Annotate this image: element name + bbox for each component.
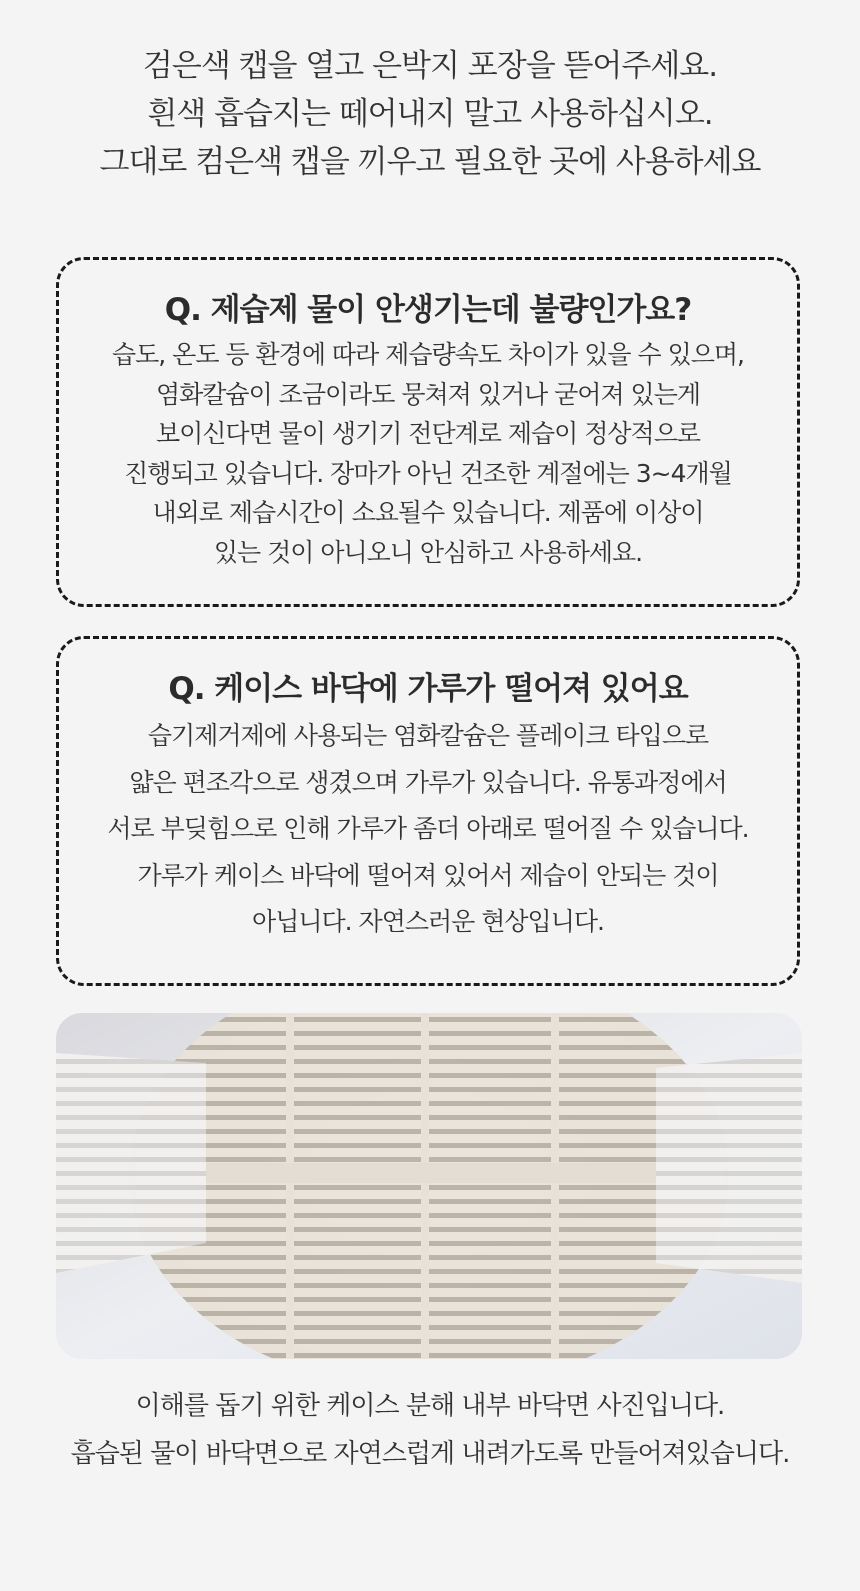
faq-answer-line: 진행되고 있습니다. 장마가 아닌 건조한 계절에는 3~4개월 [124, 458, 732, 488]
faq-box-powder [56, 636, 800, 986]
faq-answer-line: 염화칼슘이 조금이라도 뭉쳐져 있거나 굳어져 있는게 [155, 379, 701, 409]
faq-answer-line: 아닙니다. 자연스러운 현상입니다. [252, 907, 604, 936]
faq-answer-line: 습도, 온도 등 환경에 따라 제습량속도 차이가 있을 수 있으며, [111, 340, 745, 369]
faq-question: Q. 케이스 바닥에 가루가 떨어져 있어요 [168, 671, 688, 707]
intro-line: 검은색 캡을 열고 은박지 포장을 뜯어주세요. [142, 48, 718, 84]
faq-answer-line: 얇은 편조각으로 생겼으며 가루가 있습니다. 유통과정에서 [129, 767, 727, 797]
faq-answer-line: 서로 부딪힘으로 인해 가루가 좀더 아래로 떨어질 수 있습니다. [107, 814, 749, 843]
faq-answer-line: 내외로 제습시간이 소요될수 있습니다. 제품에 이상이 [152, 498, 704, 527]
faq-answer-line: 보이신다면 물이 생기기 전단계로 제습이 정상적으로 [155, 419, 701, 448]
faq-answer-line: 습기제거제에 사용되는 염화칼슘은 플레이크 타입으로 [147, 721, 709, 750]
photo-caption [0, 1382, 860, 1478]
case-bottom-photo [56, 1013, 802, 1359]
faq-answer-line: 있는 것이 아니오니 안심하고 사용하세요. [213, 537, 643, 567]
caption-line: 이해를 돕기 위한 케이스 분해 내부 바닥면 사진입니다. [135, 1391, 725, 1421]
faq-question: Q. 제습제 물이 안생기는데 불량인가요? [164, 292, 692, 328]
faq-box-no-water [56, 257, 800, 607]
intro-instructions [0, 42, 860, 186]
caption-line: 흡습된 물이 바닥면으로 자연스럽게 내려가도록 만들어져있습니다. [70, 1439, 790, 1469]
intro-line: 흰색 흡습지는 떼어내지 말고 사용하십시오. [147, 96, 713, 132]
faq-answer-line: 가루가 케이스 바닥에 떨어져 있어서 제습이 안되는 것이 [137, 860, 719, 890]
intro-line: 그대로 컴은색 캡을 끼우고 필요한 곳에 사용하세요 [99, 144, 761, 180]
